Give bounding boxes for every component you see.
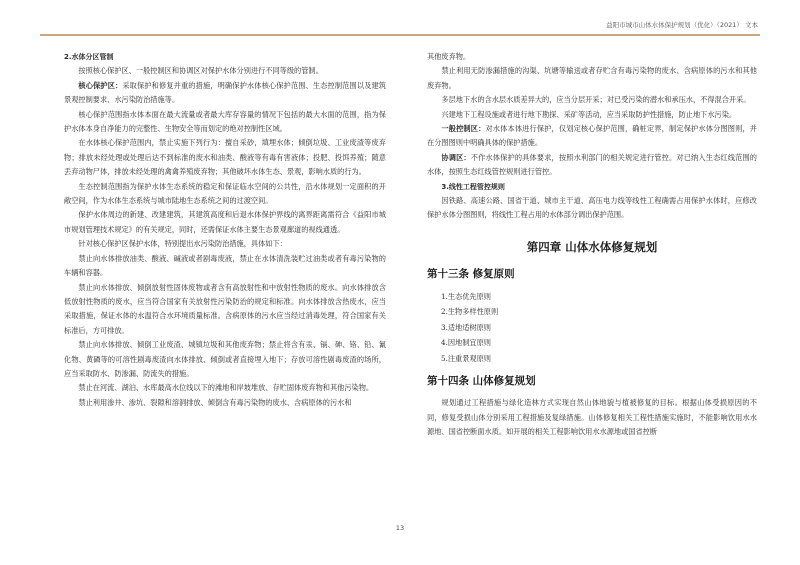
paragraph-text: 对水体本体进行保护，仅划定核心保护范围，确桩定界，制定保护水体分图图则，并在分图图则中明确具体的保护措施。 bbox=[427, 124, 757, 148]
principle-item: 3.适地适树原则 bbox=[441, 322, 491, 332]
paragraph: 禁止向水体排放、倾倒工业废渣、城镇垃圾和其他废弃物；禁止将含有汞、镉、砷、铬、铅、氰化物、黄磷等的可溶性剧毒废渣向水体排放、倾倒或者直接埋入地下；存放可溶性剧毒废渣的场所，应当采取防水、防渗漏、防流失的措施。 bbox=[64, 340, 386, 378]
section-heading-linear: 3.线性工程管控规则 bbox=[441, 182, 505, 191]
paragraph: 核心保护范围指水体本面在最大流量或者最大库存容量的情况下包括的最大水面的范围，指为保护水体本身自净能力的完整性、生物安全等而划定的绝对控制性区域。 bbox=[64, 109, 386, 134]
page-number: 13 bbox=[395, 524, 405, 532]
paragraph-continued: 其他废弃物。 bbox=[427, 52, 471, 61]
paragraph: 禁止利用无防渗漏措施的沟渠、坑塘等输送或者存贮含有毒污染物的废水、含病原体的污水和其他废弃物。 bbox=[427, 66, 757, 90]
keyword-coordination-zone: 协调区： bbox=[441, 152, 471, 162]
paragraph-general-zone bbox=[427, 122, 757, 151]
principle-item: 1.生态优先原则 bbox=[441, 291, 491, 301]
keyword-general-zone: 一般控制区： bbox=[441, 124, 486, 134]
paragraph: 兴建地下工程设施或者进行地下勘探、采矿等活动，应当采取防护性措施，防止地下水污染。 bbox=[441, 109, 737, 119]
paragraph: 在水体核心保护范围内，禁止实施下列行为：擅自采砂，填埋水体；倾倒垃圾、工业废渣等废弃物；排放未经处理或处理后达不到标准的废水和油类、酸液等有毒有害液体；投肥、投饵养殖；随意丢弃动物尸体，排放未经处理的禽禽养殖废弃物；其他破坏水体生态、景观，影响水质的行为。 bbox=[64, 138, 386, 177]
header-title: 益阳市城市山体水体保护规划（优化）（2021） 文本 bbox=[606, 21, 758, 29]
paragraph: 多层地下水的含水层水质差异大的，应当分层开采；对已受污染的潜水和承压水，不得混合开采。 bbox=[441, 95, 751, 105]
paragraph: 规划通过工程措施与绿化造林方式实现自然山体地貌与植被修复的目标。根据山体受损原因的不同，修复受损山体分别采用工程措施及复绿措施。山体修复相关工程性措施实施时，不能影响饮用水水源地、国省控断面水质。如开展的相关工程影响饮用水水源地或国省控断 bbox=[427, 398, 757, 437]
paragraph: 针对核心保护区保护水体，特别提出水污染防治措施，具体如下： bbox=[78, 239, 287, 249]
header-rule bbox=[40, 34, 760, 36]
article-14-title: 第十四条 山体修复规划 bbox=[427, 375, 536, 388]
paragraph: 禁止向水体排放、倾倒放射性固体废物或者含有高放射性和中放射性物质的废水。向水体排放含低放射性物质的废水，应当符合国家有关放射性污染防治的规定和标准。向水体排放含热废水，应当采取措施，保证水体的水温符合水环境质量标准。含病原体的污水应当经过消毒处理，符合国家有关标准后，方可排放。 bbox=[64, 282, 386, 335]
paragraph: 保护水体周边的新建、改建建筑，其建筑高度和后退水体保护界线的离界距离需符合《益阳市城市规划管理技术规定》的有关规定，同时，还需保证水体主要生态景观廊道的视线通透。 bbox=[64, 210, 386, 234]
paragraph-text: 不作水体保护的具体要求，按照水利部门的相关规定进行管控。对已纳入生态红线范围的水体，按照生态红线管控规则进行管控。 bbox=[427, 152, 757, 177]
right-column bbox=[427, 50, 757, 440]
section-heading-zoning: 2.水体分区管制 bbox=[64, 53, 114, 61]
paragraph: 生态控制范围指为保护水体生态系统的稳定和保证临水空间的公共性，沿水体规划一定面积的开敞空间，作为水体生态系统与城市陆地生态系统之间的过渡空间。 bbox=[64, 181, 386, 206]
chapter-title: 第四章 山体水体修复规划 bbox=[526, 239, 658, 254]
paragraph-coordination-zone bbox=[427, 151, 757, 180]
page-header bbox=[0, 18, 800, 36]
article-13-title: 第十三条 修复原则 bbox=[427, 267, 515, 280]
principle-item: 2.生物多样性原则 bbox=[441, 307, 499, 317]
paragraph-text: 采取保护和修复并重的措施，明确保护水体核心保护范围、生态控制范围以及建筑景观控制要求、水污染防治措施等。 bbox=[64, 80, 386, 105]
left-column bbox=[64, 50, 386, 410]
principle-item: 4.因地制宜原则 bbox=[441, 338, 491, 348]
paragraph-core-zone bbox=[64, 79, 386, 108]
paragraph: 禁止向水体排放油类、酸液、碱液或者剧毒废液，禁止在水体清洗装贮过油类或者有毒污染物的车辆和容器。 bbox=[64, 253, 386, 278]
keyword-core-zone: 核心保护区： bbox=[78, 80, 123, 90]
paragraph: 禁止利用渗井、渗坑、裂隙和溶洞排放、倾倒含有毒污染物的废水、含病原体的污水和 bbox=[78, 397, 352, 407]
paragraph: 按照核心保护区、一般控制区和协调区对保护水体分别进行不同等级的管制。 bbox=[78, 66, 323, 76]
principle-item: 5.注重景观原则 bbox=[441, 353, 491, 363]
paragraph: 因铁路、高速公路、国省干道、城市主干道、高压电力线等线性工程确需占用保护水体时，应修改保护水体分图图则，将线性工程占用的水体部分调出保护范围。 bbox=[427, 196, 757, 220]
paragraph: 禁止在河流、湖泊、水库最高水位线以下的滩地和岸坡堆放、存贮固体废弃物和其他污染物。 bbox=[78, 383, 374, 393]
